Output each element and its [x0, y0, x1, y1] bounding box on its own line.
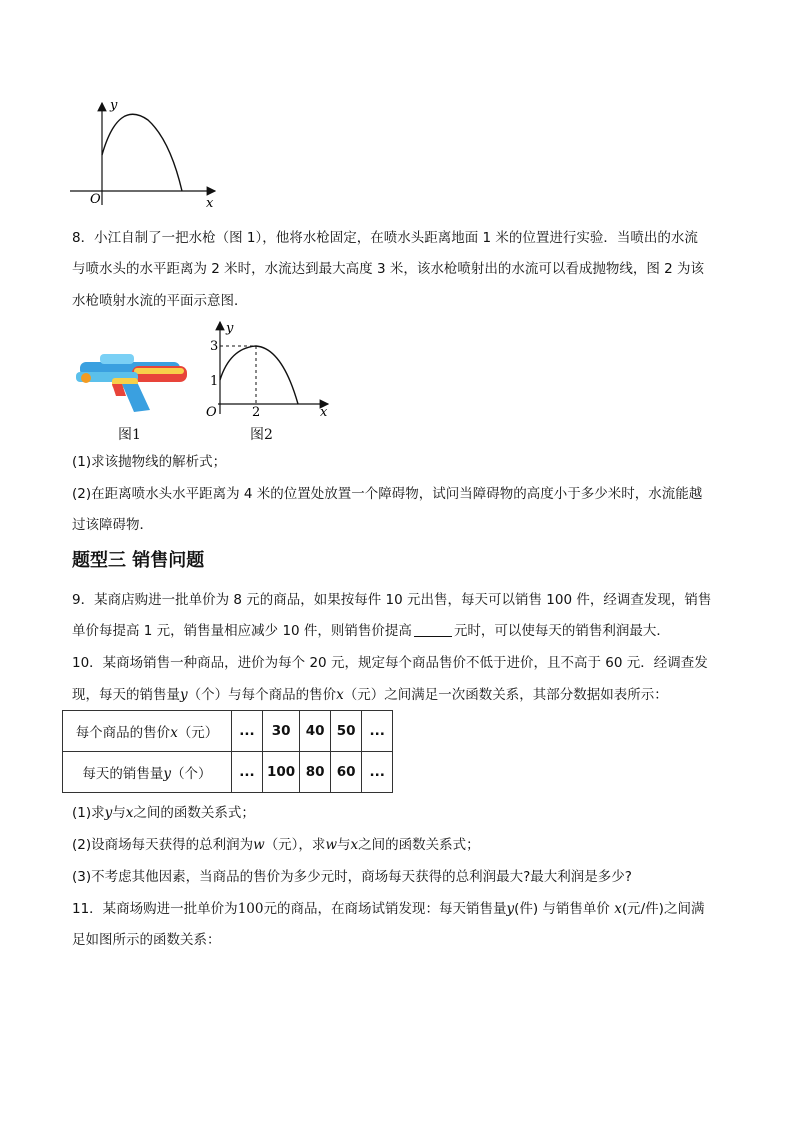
q10-part3: (3)不考虑其他因素，当商品的售价为多少元时，商场每天获得的总利润最大?最大利润是多少? [72, 869, 632, 885]
q8-line2: 与喷水头的水平距离为 2 米时，水流达到最大高度 3 米，该水枪喷射出的水流可以看成抛物线，图 2 为该 [72, 261, 705, 277]
table-cell: 30 [263, 711, 300, 752]
section-title: 题型三 销售问题 [72, 550, 205, 571]
q9-line2 [72, 621, 670, 641]
q8-part1: (1)求该抛物线的解析式； [72, 454, 227, 470]
parabola-curve [102, 114, 182, 191]
water-gun-image [72, 348, 192, 418]
fig2-tick-x2: 2 [252, 405, 261, 420]
table-cell-ellipsis: ... [362, 711, 393, 752]
q8-part2-line1: (2)在距离喷水头水平距离为 4 米的位置处放置一个障碍物，试问当障碍物的高度小于多少米时，水流能越 [72, 486, 703, 502]
table-cell: 40 [300, 711, 331, 752]
table-cell: 60 [331, 752, 362, 793]
q11-line1: 11．某商场购进一批单价为100元的商品，在商场试销发现：每天销售量y(件) 与销售单价 x(元/件)之间满 [72, 901, 705, 917]
q10-line2-b: （个）与每个商品的售价 [187, 687, 337, 703]
q8-line1: 8．小江自制了一把水枪（图 1），他将水枪固定，在喷水头距离地面 1 米的位置进行实验．当喷出的水流 [72, 230, 698, 246]
y-axis-label: y [110, 98, 118, 113]
table-cell-ellipsis: ... [232, 711, 263, 752]
q10-part2: (2)设商场每天获得的总利润为w（元），求w与x之间的函数关系式； [72, 837, 480, 853]
q9-answer-blank[interactable] [414, 622, 452, 637]
top-parabola-figure [60, 95, 230, 215]
q10-var-y: y [180, 687, 188, 703]
q10-line2-a: 现，每天的销售量 [72, 687, 180, 703]
table-header-volume: 每天的销售量y（个） [63, 752, 232, 793]
q8-line3: 水枪喷射水流的平面示意图． [72, 293, 248, 309]
q10-data-table [62, 710, 393, 793]
q10-line2 [72, 685, 668, 705]
q10-line2-c: （元）之间满足一次函数关系，其部分数据如表所示： [343, 687, 668, 703]
x-axis-label: x [206, 196, 214, 211]
table-cell-ellipsis: ... [232, 752, 263, 793]
q11-line2: 足如图所示的函数关系： [72, 932, 221, 948]
fig1-caption: 图1 [118, 427, 141, 443]
fig2-tick-y1: 1 [210, 374, 219, 389]
q9-line1: 9．某商店购进一批单价为 8 元的商品，如果按每件 10 元出售，每天可以销售 100 件，经调查发现，销售 [72, 592, 712, 608]
table-cell-ellipsis: ... [362, 752, 393, 793]
fig2-x-label: x [320, 405, 328, 420]
origin-label: O [90, 192, 101, 207]
table-cell: 80 [300, 752, 331, 793]
table-header-price: 每个商品的售价x（元） [63, 711, 232, 752]
table-row [63, 752, 393, 793]
q10-var-x: x [336, 687, 344, 703]
q10-line1: 10．某商场销售一种商品，进价为每个 20 元，规定每个商品售价不低于进价，且不高于 60 元．经调查发 [72, 655, 708, 671]
table-cell: 50 [331, 711, 362, 752]
fig2-diagram [200, 318, 340, 423]
q9-line2-a: 单价每提高 1 元，销售量相应减少 10 件，则销售价提高 [72, 623, 412, 639]
table-row [63, 711, 393, 752]
fig2-tick-y3: 3 [210, 339, 219, 354]
fig2-parabola [220, 346, 298, 404]
q10-part1: (1)求y与x之间的函数关系式； [72, 805, 255, 821]
fig2-y-label: y [226, 321, 234, 336]
table-cell: 100 [263, 752, 300, 793]
fig2-origin-label: O [206, 405, 217, 420]
fig2-caption: 图2 [250, 427, 273, 443]
q9-line2-b: 元时，可以使每天的销售利润最大． [453, 623, 670, 639]
q8-part2-line2: 过该障碍物． [72, 517, 153, 533]
